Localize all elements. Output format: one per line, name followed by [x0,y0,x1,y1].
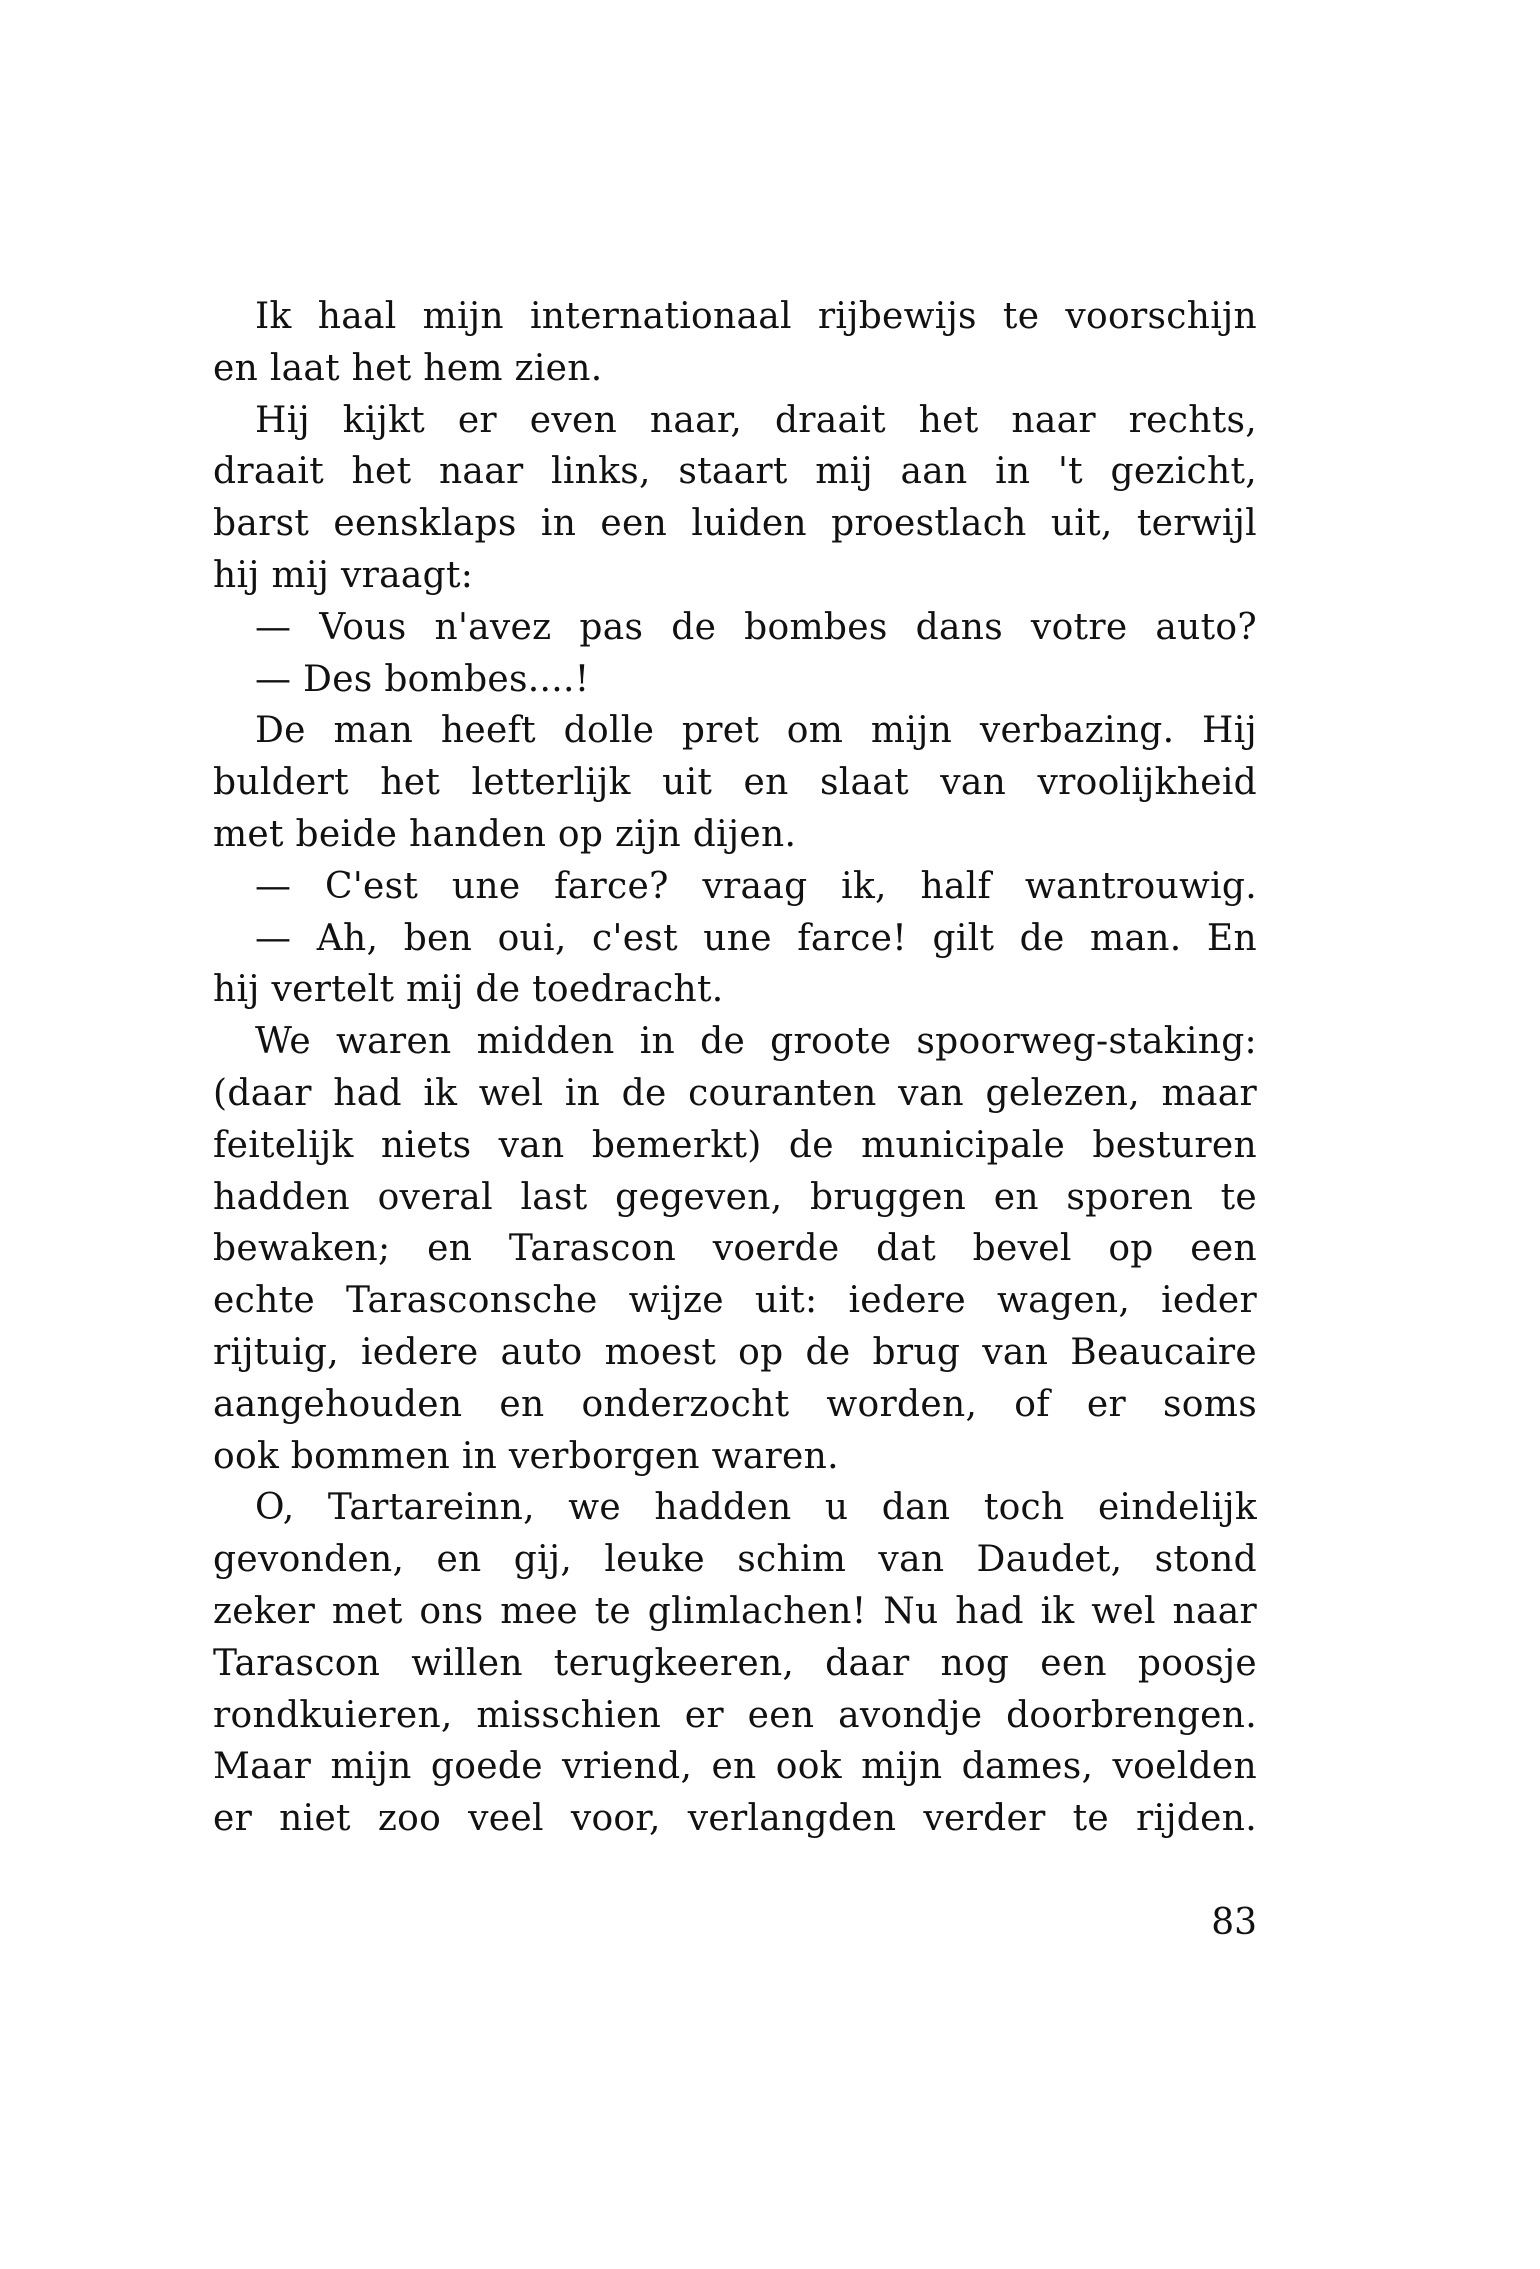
text-line: — C'est une farce? vraag ik, half wantrouwig. [255,865,1257,907]
text-line: — Vous n'avez pas de bombes dans votre auto? [255,606,1257,648]
text-line: We waren midden in de groote spoorweg-staking: [255,1021,1257,1063]
text-line: De man heeft dolle pret om mijn verbazing. Hij [255,710,1257,752]
text-line: Hij kijkt er even naar, draait het naar rechts, [255,399,1257,441]
text-line: en laat het hem zien. [213,347,603,389]
text-line: aangehouden en onderzocht worden, of er soms [213,1383,1257,1425]
text-line: hadden overal last gegeven, bruggen en sporen te [213,1176,1257,1218]
text-line: gevonden, en gij, leuke schim van Daudet, stond [213,1539,1257,1581]
text-line: Ik haal mijn internationaal rijbewijs te voorschijn [255,296,1257,337]
text-line: echte Tarasconsche wijze uit: iedere wagen, ieder [213,1280,1257,1322]
text-line: Maar mijn goede vriend, en ook mijn dames, voelden [213,1746,1257,1788]
text-line: ook bommen in verborgen waren. [213,1435,839,1477]
text-line: met beide handen op zijn dijen. [213,814,797,855]
text-line: rijtuig, iedere auto moest op de brug van Beaucaire [213,1332,1257,1373]
text-line: — Ah, ben oui, c'est une farce! gilt de man. En [255,917,1257,959]
text-line: buldert het letterlijk uit en slaat van vroolijkheid [213,762,1257,804]
page-number: 83 [1211,1902,1257,1943]
text-line: rondkuieren, misschien er een avondje doorbrengen. [213,1694,1257,1736]
text-line: hij mij vraagt: [213,555,474,596]
text-line: er niet zoo veel voor, verlangden verder te rijden. [213,1798,1257,1840]
text-line: zeker met ons mee te glimlachen! Nu had ik wel naar [213,1591,1257,1632]
text-line: draait het naar links, staart mij aan in 't gezicht, [213,451,1257,493]
text-line: feitelijk niets van bemerkt) de municipale besturen [213,1124,1257,1166]
text-line: hij vertelt mij de toedracht. [213,969,724,1011]
text-line: (daar had ik wel in de couranten van gelezen, maar [213,1073,1257,1114]
text-line: bewaken; en Tarascon voerde dat bevel op een [213,1228,1257,1270]
text-line: barst eensklaps in een luiden proestlach uit, terwijl [213,503,1257,545]
text-line: O, Tartareinn, we hadden u dan toch eindelijk [255,1487,1257,1529]
text-line: Tarascon willen terugkeeren, daar nog een poosje [213,1642,1257,1684]
text-line: — Des bombes....! [255,658,590,700]
